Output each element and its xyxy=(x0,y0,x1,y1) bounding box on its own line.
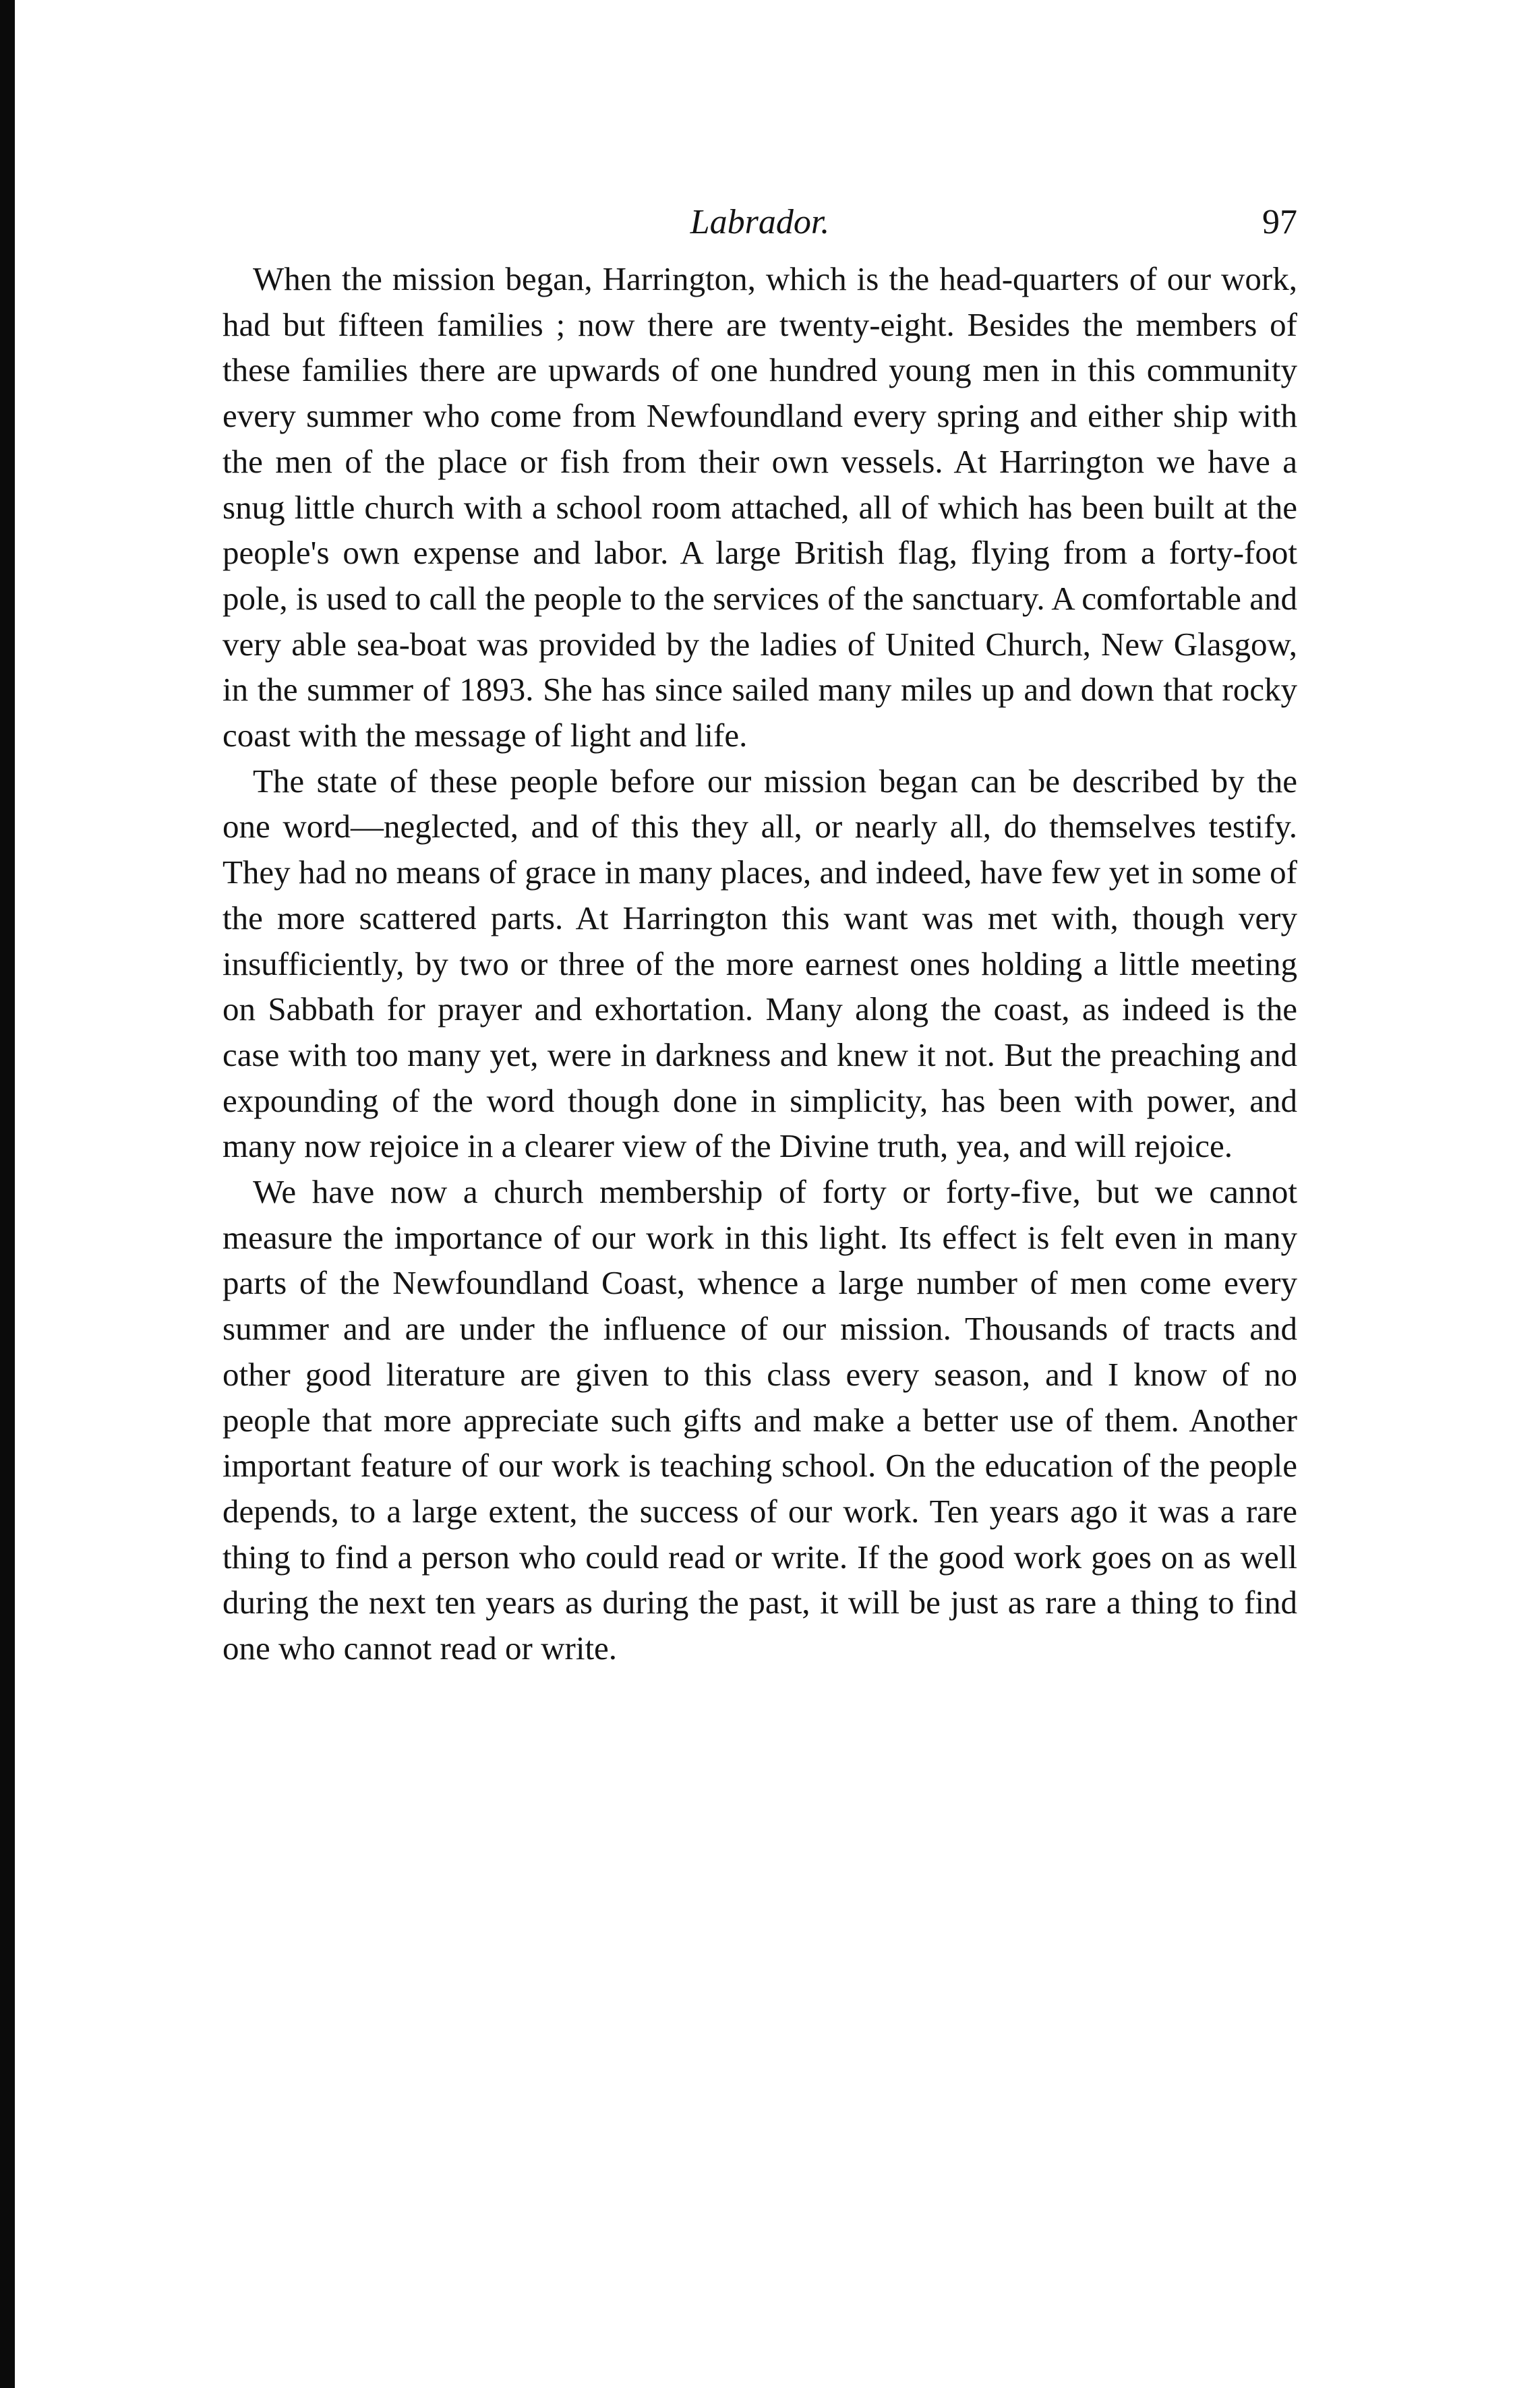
paragraph-state-of-people: The state of these people before our mission began can be described by the one word—neglected, and of this they all, or nearly all, do themselves testify. They had no means of grace in many places, and indeed, have few yet in some of the more scattered parts. At Harrington this want was met with, though very insufficiently, by two or three of the more earnest ones holding a little meeting on Sabbath for prayer and exhortation. Many along the coast, as indeed is the case with too many yet, were in darkness and knew it not. But the preaching and expounding of the word though done in simplicity, has been with power, and many now rejoice in a clearer view of the Divine truth, yea, and will rejoice. xyxy=(223,762,1297,1165)
page-header xyxy=(223,196,1297,256)
page-body xyxy=(223,196,1297,1671)
page-number: 97 xyxy=(1262,203,1297,241)
paragraph-church-membership: We have now a church membership of forty or forty-five, but we cannot measure the importance of our work in this light. Its effect is felt even in many parts of the Newfoundland Coast, whence a large number of men come every summer and are under the influence of our mission. Thousands of tracts and other good literature are given to this class every season, and I know of no people that more appreciate such gifts and make a better use of them. Another important feature of our work is teaching school. On the education of the people depends, to a large extent, the success of our work. Ten years ago it was a rare thing to find a person who could read or write. If the good work goes on as well during the next ten years as during the past, it will be just as rare a thing to find one who cannot read or write. xyxy=(223,1173,1297,1667)
binding-edge-shadow xyxy=(0,0,15,2388)
paragraph-mission-history: When the mission began, Harrington, which is the head-quarters of our work, had but fifteen families ; now there are twenty-eight. Besides the members of these families there are upwards of one hundred young men in this community every summer who come from Newfoundland every spring and either ship with the men of the place or fish from their own vessels. At Harrington we have a snug little church with a school room attached, all of which has been built at the people's own expense and labor. A large British flag, flying from a forty-foot pole, is used to call the people to the services of the sanctuary. A comfortable and very able sea-boat was provided by the ladies of United Church, New Glasgow, in the summer of 1893. She has since sailed many miles up and down that rocky coast with the message of light and life. xyxy=(223,260,1297,754)
running-title: Labrador. xyxy=(690,203,830,241)
